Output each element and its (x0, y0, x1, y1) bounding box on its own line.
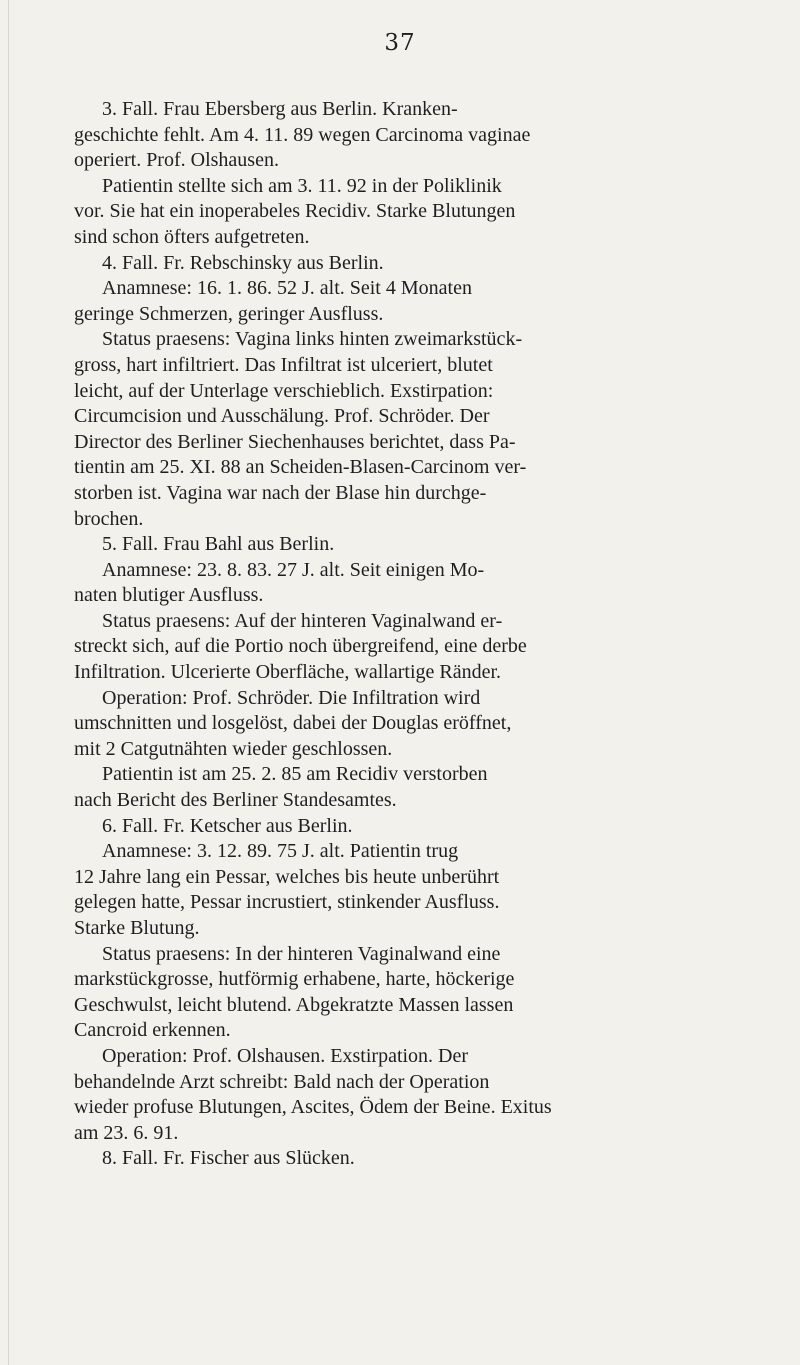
text-line: wieder profuse Blutungen, Ascites, Ödem der Beine. Exitus (74, 1096, 552, 1119)
text-line: 8. Fall. Fr. Fischer aus Slücken. (102, 1147, 355, 1170)
text-line: brochen. (74, 507, 144, 530)
text-line: Patientin stellte sich am 3. 11. 92 in der Poliklinik (102, 174, 502, 197)
text-line: behandelnde Arzt schreibt: Bald nach der Operation (74, 1070, 490, 1093)
paragraph (46, 839, 752, 941)
text-line: naten blutiger Ausfluss. (74, 584, 264, 607)
paragraph (46, 97, 752, 174)
text-line: Geschwulst, leicht blutend. Abgekratzte Massen lassen (74, 993, 514, 1016)
text-line: Starke Blutung. (74, 917, 200, 939)
text-line: am 23. 6. 91. (74, 1121, 179, 1144)
text-line: umschnitten und losgelöst, dabei der Douglas eröffnet, (74, 712, 512, 735)
text-line: 6. Fall. Fr. Ketscher aus Berlin. (102, 814, 353, 837)
page-number: 37 (384, 30, 416, 56)
text-line: geschichte fehlt. Am 4. 11. 89 wegen Carcinoma vaginae (74, 123, 531, 146)
text-line: 3. Fall. Frau Ebersberg aus Berlin. Kranken- (102, 98, 458, 120)
paragraph (46, 609, 752, 686)
text-line: storben ist. Vagina war nach der Blase hin durchge- (74, 481, 487, 504)
text-line: Anamnese: 3. 12. 89. 75 J. alt. Patientin trug (102, 840, 459, 863)
page-edge-shadow (8, 0, 9, 1365)
text-line: vor. Sie hat ein inoperabeles Recidiv. Starke Blutungen (74, 200, 516, 223)
text-line: streckt sich, auf die Portio noch übergreifend, eine derbe (74, 635, 527, 658)
text-line: tientin am 25. XI. 88 an Scheiden-Blasen-Carcinom ver- (74, 456, 527, 479)
text-line: geringe Schmerzen, geringer Ausfluss. (74, 302, 384, 325)
text-line: Operation: Prof. Schröder. Die Infiltration wird (102, 686, 481, 709)
text-line: mit 2 Catgutnähten wieder geschlossen. (74, 737, 393, 760)
paragraph (46, 532, 752, 558)
paragraph (46, 1044, 752, 1146)
paragraph (46, 686, 752, 763)
document-body (46, 97, 752, 1172)
paragraph (46, 558, 752, 609)
text-line: leicht, auf der Unterlage verschieblich. Exstirpation: (74, 379, 494, 402)
text-line: Status praesens: In der hinteren Vaginalwand eine (102, 942, 501, 965)
text-line: Status praesens: Vagina links hinten zweimarkstück- (102, 328, 523, 351)
paragraph (46, 251, 752, 277)
paragraph (46, 942, 752, 1044)
text-line: Operation: Prof. Olshausen. Exstirpation. Der (102, 1044, 469, 1067)
text-line: Infiltration. Ulcerierte Oberfläche, wallartige Ränder. (74, 661, 502, 684)
paragraph (46, 1146, 752, 1172)
text-line: Patientin ist am 25. 2. 85 am Recidiv verstorben (102, 763, 488, 786)
text-line: operiert. Prof. Olshausen. (74, 149, 279, 172)
paragraph (46, 327, 752, 532)
text-line: 4. Fall. Fr. Rebschinsky aus Berlin. (102, 251, 384, 274)
text-line: Cancroid erkennen. (74, 1019, 231, 1042)
text-line: Anamnese: 23. 8. 83. 27 J. alt. Seit einigen Mo- (102, 558, 485, 581)
paragraph (46, 814, 752, 840)
text-line: sind schon öfters aufgetreten. (74, 225, 310, 248)
text-line: gelegen hatte, Pessar incrustiert, stinkender Ausfluss. (74, 891, 500, 914)
text-line: markstückgrosse, hutförmig erhabene, harte, höckerige (74, 968, 515, 991)
text-line: Anamnese: 16. 1. 86. 52 J. alt. Seit 4 Monaten (102, 277, 472, 300)
text-line: Status praesens: Auf der hinteren Vaginalwand er- (102, 609, 503, 632)
text-line: Director des Berliner Siechenhauses berichtet, dass Pa- (74, 430, 516, 453)
text-line: Circumcision und Ausschälung. Prof. Schröder. Der (74, 405, 490, 428)
text-line: 5. Fall. Frau Bahl aus Berlin. (102, 533, 335, 556)
text-line: gross, hart infiltriert. Das Infiltrat ist ulceriert, blutet (74, 353, 493, 376)
paragraph (46, 762, 752, 813)
paragraph (46, 276, 752, 327)
text-line: nach Bericht des Berliner Standesamtes. (74, 789, 397, 812)
text-line: 12 Jahre lang ein Pessar, welches bis heute unberührt (74, 865, 500, 888)
paragraph (46, 174, 752, 251)
